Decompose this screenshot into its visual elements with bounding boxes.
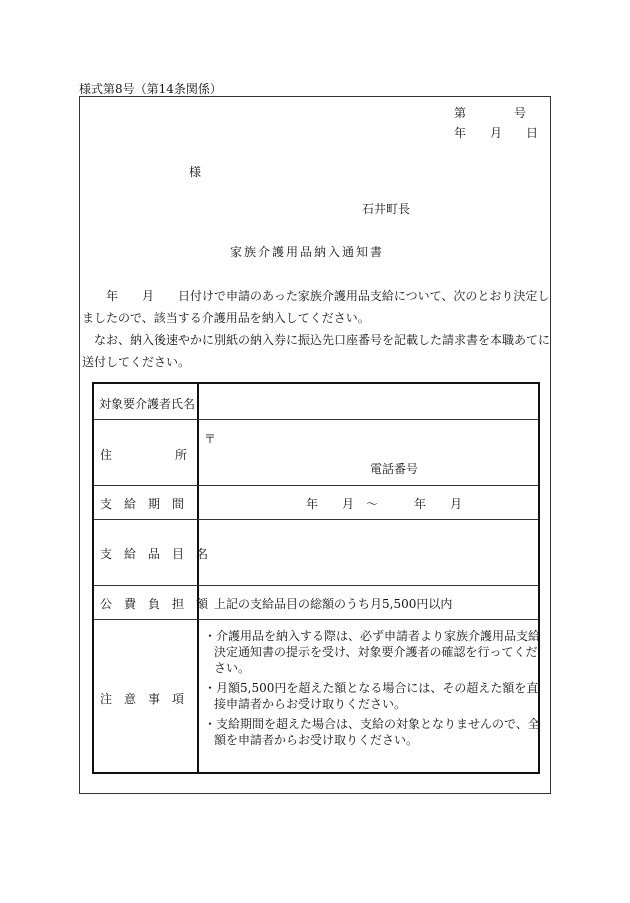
- row-divider: [94, 585, 538, 586]
- document-date: 年 月 日: [454, 126, 539, 140]
- label-public-burden: 公 費 負 担 額: [100, 597, 209, 611]
- label-care-recipient-name: 対象要介護者氏名: [99, 397, 196, 411]
- note-item: ・月額5,500円を超えた額となる場合には、その超えた額を直接申請者からお受け取りください。: [204, 681, 539, 711]
- label-address: 住 所: [100, 448, 191, 462]
- row-divider: [94, 485, 538, 486]
- row-divider: [94, 619, 538, 620]
- body-paragraph-1: 年 月 日付けで申請のあった家族介護用品支給について、次のとおり決定しましたので、該当する介護用品を納入してください。: [82, 289, 550, 325]
- info-table: [92, 382, 540, 774]
- row-divider: [94, 419, 538, 420]
- postal-mark: 〒: [204, 432, 217, 446]
- note-item: ・支給期間を超えた場合は、支給の対象となりませんので、全額を申請者からお受け取りください。: [204, 717, 540, 747]
- document-title: 家族介護用品納入通知書: [230, 245, 385, 259]
- label-notes: 注 意 事 項: [100, 692, 185, 706]
- sender-name: 石井町長: [362, 202, 411, 216]
- column-divider: [197, 384, 199, 772]
- public-burden-value: 上記の支給品目の総額のうち月5,500円以内: [214, 597, 453, 611]
- label-item-names: 支 給 品 目 名: [100, 547, 209, 561]
- addressee-suffix: 様: [189, 165, 202, 179]
- label-payment-period: 支 給 期 間: [100, 497, 185, 511]
- note-item: ・介護用品を納入する際は、必ず申請者より家族介護用品支給決定通知書の提示を受け、対象要介護者の確認を行ってください。: [204, 629, 541, 675]
- row-divider: [94, 519, 538, 520]
- phone-label: 電話番号: [370, 462, 419, 476]
- body-paragraph-2: なお、納入後速やかに別紙の納入券に振込先口座番号を記載した請求書を本職あてに送付してください。: [82, 333, 551, 369]
- payment-period-value: 年 月 〜 年 月: [306, 497, 463, 511]
- document-number: 第 号: [454, 106, 527, 120]
- form-number: 様式第8号（第14条関係）: [79, 82, 222, 96]
